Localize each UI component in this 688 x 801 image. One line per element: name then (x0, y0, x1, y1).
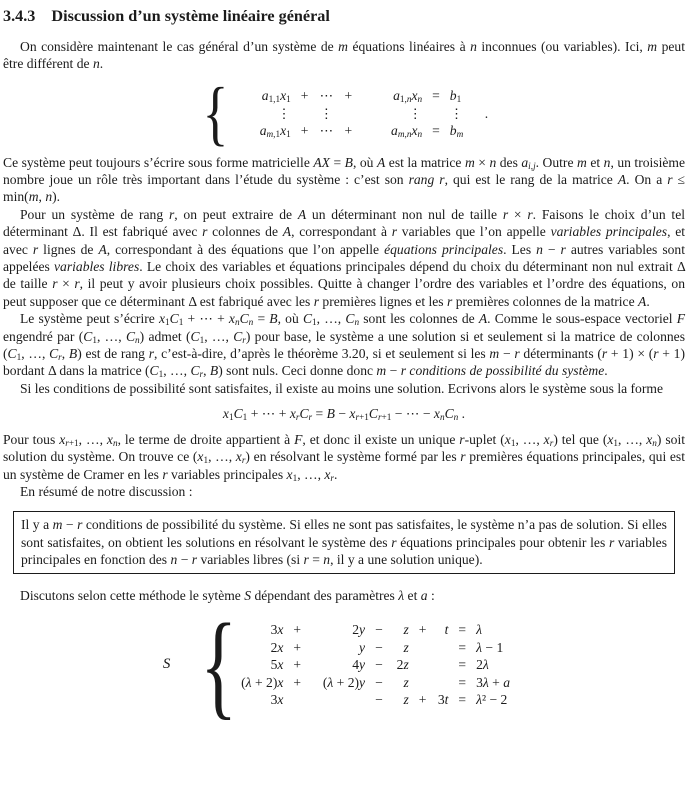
equation-cell: + (418, 692, 427, 708)
equation-cell: ⋯ (319, 123, 334, 138)
equation-cell: 2y (352, 622, 366, 638)
equation-cell: 2λ (476, 657, 489, 673)
equation-cell: = (432, 123, 440, 138)
general-system-rows (226, 87, 471, 140)
equation-cell: $a_{1,n}x_n$ (393, 88, 423, 105)
equation-cell (414, 639, 432, 657)
equation-cell: ⋮ (277, 105, 291, 121)
equation-cell: 4y (352, 657, 366, 673)
paragraph-columns-basis: Le système peut s’écrire $x_1C_1$ + ⋯ + $x_nC_n = B$, où $C_1$, …, $C_n$ sont les colonnes de A. Comme le sous-espace vectoriel F engendré par ($C_1$, …, $C_n$) admet ($C_1$, …, $C_r$) pour base, le système a une solution si et seulement si la matrice de colonnes ($C_1$, …, $C_r$, B) est de rang r, c’est-à-dire, d’après le théorème 3.20, si et seulement si les m − r déterminants (r + 1) × (r + 1) bordant Δ dans la matrice ($C_1$, …, $C_r$, B) sont nuls. Ceci donne donc m − r conditions de possibilité du système. (3, 311, 686, 380)
equation-row (226, 122, 471, 140)
equation-cell (414, 674, 432, 692)
equation-cell (306, 691, 370, 709)
equation-cell: + (344, 88, 353, 103)
equation-cell: − (375, 674, 383, 690)
equation-cell: z (403, 692, 409, 708)
equation-cell: 2x (270, 639, 284, 655)
equation-cell: − (375, 622, 383, 638)
equation-cell: $a_{1,1}x_1$ (261, 88, 291, 105)
equation-cell: 3x (270, 622, 284, 638)
equation-cell (431, 639, 453, 657)
equation-cell: + (344, 123, 353, 138)
equation-cell: ⋮ (319, 105, 334, 121)
equation-row (224, 691, 525, 709)
equation-cell: ⋮ (449, 105, 464, 121)
equation-cell: − (375, 657, 383, 673)
equation-cell: λ − 1 (476, 639, 504, 655)
paragraph-discuss: Discutons selon cette méthode le sytème S dépendant des paramètres λ et a : (20, 587, 435, 603)
equation-cell (288, 691, 306, 709)
equation-cell: = (458, 639, 467, 655)
equation-cell: 3t (437, 692, 449, 708)
equation-cell: + (300, 88, 309, 103)
equation-cell: $b_m$ (449, 123, 464, 140)
equation-cell: t (444, 622, 449, 638)
equation-cell: $a_{m,n}x_n$ (391, 123, 423, 140)
equation-cell: λ² − 2 (476, 692, 508, 708)
equation-cell: z (403, 622, 409, 638)
system-brace: { (202, 72, 229, 153)
paragraph-for-all: Pour tous $x_{r+1}$, …, $x_n$, le terme de droite appartient à F, et donc il existe un unique r-uplet ($x_1$, …, $x_r$) tel que ($x_1$, …, $x_n$) soit solution du système. On trouve ce ($x_1$, …, $x_r$) en résolvant le système formé par les r premières équations principales, qui est un système de Cramer en les r variables principales $x_1$, …, $x_r$. (3, 431, 686, 483)
equation-cell: + (293, 639, 302, 655)
equation-cell: + (293, 657, 302, 673)
equation-cell: + (293, 622, 302, 638)
equation-cell: 2z (396, 657, 409, 673)
system-S-rows (224, 621, 525, 709)
paragraph-rank: Pour un système de rang r, on peut extraire de A un déterminant non nul de taille r × r. Faisons le choix d’un tel déterminant Δ. Il est fabriqué avec r colonnes de A, correspondant à r variables que l’on appelle variables principales, et avec r lignes de A, correspondant à des équations que l’on appelle équations principales. Les n − r autres variables sont appelées variables libres. Le choix des variables et équations principales dépend du choix du déterminant non nul extrait Δ de taille r × r, il peut y avoir plusieurs choix possibles. Quitte à changer l’ordre des variables et l’ordre des équations, on peut supposer que ce déterminant Δ est fabriqué avec les r premières lignes et les r premières colonnes de la matrice A. (3, 206, 686, 309)
equation-cell: + (293, 674, 302, 690)
equation-cell: − (375, 639, 383, 655)
section-number: 3.4.3 (3, 7, 36, 25)
system-S-brace: { (200, 598, 238, 730)
equation-cell (427, 104, 445, 122)
system-S-label: S (162, 656, 171, 673)
equation-cell: $a_{m,1}x_1$ (259, 123, 291, 140)
equation-cell (339, 104, 357, 122)
equation-general-system (3, 72, 685, 153)
equation-cell: 3x (270, 692, 284, 708)
equation-cell: (λ + 2)x (241, 674, 284, 690)
equation-row (224, 639, 525, 657)
equation-cell (296, 104, 314, 122)
equation-cell: (λ + 2)y (322, 674, 366, 690)
equation-cell: = (458, 674, 467, 690)
equation-row (224, 621, 525, 639)
section-title: Discussion d’un système linéaire général (51, 7, 330, 25)
equation-row (224, 656, 525, 674)
paragraph-intro: On considère maintenant le cas général d’un système de m équations linéaires à n inconnues (ou variables). Ici, m peut être différent de n. (3, 39, 685, 72)
paragraph-summary-lead: En résumé de notre discussion : (20, 483, 193, 499)
equation-cell: + (300, 123, 309, 138)
equation-cell: z (403, 639, 409, 655)
equation-cell: y (359, 639, 366, 655)
section-heading (3, 6, 685, 26)
equation-period: . (484, 105, 489, 121)
equation-cell: $b_1$ (449, 88, 462, 105)
paragraph-matrix-form: Ce système peut toujours s’écrire sous forme matricielle AX = B, où A est la matrice m × n des $a_{i,j}$. Outre m et n, un troisième nombre joue un rôle très important dans l’étude du système : c’est son rang r, qui est le rang de la matrice A. On a r ≤ min(m, n). (3, 154, 686, 205)
equation-cell: ⋮ (408, 105, 423, 121)
equation-cell: ⋯ (319, 88, 334, 103)
equation-cell: 5x (270, 657, 284, 673)
equation-cell: z (403, 674, 409, 690)
equation-row (224, 674, 525, 692)
equation-system-S (3, 598, 685, 730)
summary-box-text: Il y a m − r conditions de possibilité du système. Si elles ne sont pas satisfaites, le système n’a pas de solution. Si elles sont satisfaites, on obtient les solutions en résolvant le système des r équations principales pour obtenir les r variables principales en fonction des n − r variables libres (si r = n, il y a une solution unique). (21, 517, 667, 568)
summary-box (13, 511, 675, 573)
equation-cell: + (418, 622, 427, 638)
equation-reduced-system (3, 405, 685, 422)
equation-cell: = (458, 692, 467, 708)
equation-cell: = (458, 622, 467, 638)
equation-cell (414, 656, 432, 674)
paragraph-possibility: Si les conditions de possibilité sont satisfaites, il existe au moins une solution. Ecrivons alors le système sous la forme (20, 380, 663, 396)
equation-cell: = (458, 657, 467, 673)
equation-cell (431, 674, 453, 692)
reduced-equation-text: $x_1C_1$ + ⋯ + $x_rC_r = B - x_{r+1}C_{r+1}$ − ⋯ − $x_nC_n$ . (222, 406, 466, 423)
equation-cell: = (432, 88, 440, 103)
equation-row (226, 87, 471, 105)
equation-cell: − (375, 692, 383, 708)
equation-cell (431, 656, 453, 674)
equation-cell: 3λ + a (476, 674, 511, 690)
equation-cell: λ (476, 622, 482, 638)
equation-row (226, 104, 471, 122)
